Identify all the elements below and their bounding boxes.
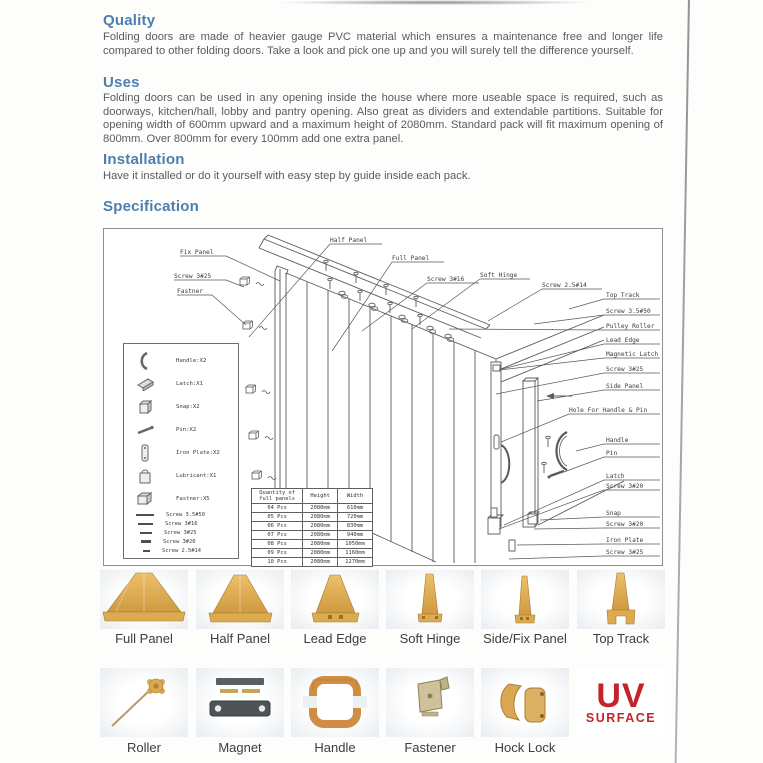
callout-pulley-roller: Pulley Roller: [606, 323, 655, 330]
handle-part-icon: [130, 352, 160, 370]
callout-screw-3-25-bottom: Screw 3#25: [606, 549, 644, 556]
callout-screw-2-5-14: Screw 2.5#14: [542, 282, 587, 289]
screw-line-icon: [136, 514, 154, 516]
part-label-full-panel: Full Panel: [115, 631, 173, 646]
uv-surface-badge: [577, 668, 665, 737]
callout-snap: Snap: [606, 510, 621, 517]
right-wall-drawing: [496, 315, 624, 527]
screw-line-icon: [141, 540, 151, 543]
page-edge-line: [675, 0, 690, 763]
table-row: 09 Pcs 2080mm 1160mm: [252, 549, 373, 558]
callout-lead-edge: Lead Edge: [606, 337, 640, 344]
magnet-icon: [196, 668, 284, 737]
callout-screw-3-20-a: Screw 3#20: [606, 483, 644, 490]
top-track-icon: [577, 570, 665, 629]
table-row: 06 Pcs 2080mm 830mm: [252, 522, 373, 531]
table-row: 05 Pcs 2080mm 720mm: [252, 513, 373, 522]
part-tile-half-panel: [196, 570, 284, 629]
part-tile-full-panel: [100, 570, 188, 629]
parts-list-item: Pin:X2: [130, 418, 234, 441]
parts-list-item: Snap:X2: [130, 395, 234, 418]
uv-badge-text: UV: [596, 676, 646, 715]
part-tile-side-fix-panel: [481, 570, 569, 629]
roller-icon: [100, 668, 188, 737]
panel-size-table: [251, 488, 373, 567]
callout-side-panel: Side Panel: [606, 383, 644, 390]
callout-full-panel: Full Panel: [392, 255, 430, 262]
column-header: Height: [303, 489, 338, 504]
screw-list-item: Screw 3#25: [130, 528, 234, 537]
hock-lock-icon: [481, 668, 569, 737]
handle-icon: [291, 668, 379, 737]
screw-line-icon: [140, 532, 152, 534]
callout-hole-for-handle-pin: Hole For Handle & Pin: [569, 407, 648, 414]
callout-screw-3-5-50: Screw 3.5#50: [606, 308, 651, 315]
callout-pin: Pin: [606, 450, 618, 457]
quality-heading: Quality: [103, 12, 156, 29]
parts-list-item: Latch:X1: [130, 372, 234, 395]
table-row: 07 Pcs 2080mm 940mm: [252, 531, 373, 540]
lubricant-part-icon: [130, 468, 160, 484]
fastner-part-icon: [130, 492, 160, 506]
callout-soft-hinge: Soft Hinge: [480, 272, 518, 279]
lead-edge-icon: [291, 570, 379, 629]
part-label-hock-lock: Hock Lock: [494, 740, 556, 755]
screw-list-item: Screw 2.5#14: [130, 546, 234, 555]
part-label-soft-hinge: Soft Hinge: [399, 631, 461, 646]
part-tile-fastener: [386, 668, 474, 737]
callout-fastner: Fastner: [177, 288, 204, 295]
installation-heading: Installation: [103, 151, 185, 168]
part-label-fastener: Fastener: [404, 740, 456, 755]
installation-text: Have it installed or do it yourself with easy step by guide inside each pack.: [103, 170, 471, 182]
screw-list-item: Screw 3#16: [130, 519, 234, 528]
side-fix-panel-icon: [481, 570, 569, 629]
parts-list-item: Lubricant:X1: [130, 464, 234, 487]
soft-hinge-icon: [386, 570, 474, 629]
screw-list-item: Screw 3.5#50: [130, 510, 234, 519]
top-track-drawing: [259, 235, 490, 338]
full-panel-icon: [100, 570, 188, 629]
column-header: Quantity of full panels: [252, 489, 303, 504]
callout-screw-3-25-right: Screw 3#25: [606, 366, 644, 373]
callout-top-track: Top Track: [606, 292, 640, 299]
part-tile-hock-lock: [481, 668, 569, 737]
parts-list-item: Handle:X2: [130, 349, 234, 372]
parts-list-box: [123, 343, 239, 559]
specification-diagram: [103, 228, 663, 566]
parts-list-item: Iron Plate:X2: [130, 441, 234, 464]
pin-part-icon: [130, 425, 160, 435]
part-label-half-panel: Half Panel: [210, 631, 270, 646]
table-row: 04 Pcs 2080mm 610mm: [252, 504, 373, 513]
uses-text: Folding doors can be used in any opening inside the house where more useable space is required, such as doorways, kitchen/hall, lobby and pantry opening. Also great as dividers and extendable partitions. Suitable for opening width of 600mm upward and a maximum height of 2080mm. Standard pack will fit maximum opening of 800mm. Over 800mm for every 100mm add one extra panel.: [103, 92, 663, 145]
table-header-row: [252, 489, 373, 504]
part-label-side-fix-panel: Side/Fix Panel: [483, 631, 567, 646]
table-row: 10 Pcs 2080mm 1270mm: [252, 558, 373, 567]
snap-part-icon: [130, 400, 160, 414]
half-panel-icon: [196, 570, 284, 629]
part-label-magnet: Magnet: [218, 740, 262, 755]
specification-heading: Specification: [103, 198, 199, 215]
callout-half-panel: Half Panel: [330, 237, 368, 244]
uv-badge-subtext: SURFACE: [585, 710, 657, 725]
callout-fix-panel: Fix Panel: [180, 249, 214, 256]
latch-part-icon: [130, 377, 160, 391]
callout-screw-3-25-left: Screw 3#25: [174, 273, 212, 280]
screw-list-item: Screw 3#20: [130, 537, 234, 546]
callout-magnetic-latch: Magnetic Latch: [606, 351, 659, 358]
fastener-icon: [386, 668, 474, 737]
callout-screw-3-16: Screw 3#16: [427, 276, 465, 283]
column-header: Width: [338, 489, 373, 504]
callout-leader-lines: [174, 244, 660, 559]
part-label-top-track: Top Track: [592, 631, 650, 646]
iron-plate-part-icon: [130, 444, 160, 462]
part-tile-handle: [291, 668, 379, 737]
part-tile-soft-hinge: [386, 570, 474, 629]
screw-line-icon: [138, 523, 153, 525]
screw-line-icon: [143, 550, 150, 552]
part-tile-top-track: [577, 570, 665, 629]
part-label-roller: Roller: [127, 740, 161, 755]
part-label-lead-edge: Lead Edge: [303, 631, 367, 646]
part-label-handle: Handle: [314, 740, 356, 755]
parts-list-item: Fastner:X5: [130, 487, 234, 510]
part-tile-magnet: [196, 668, 284, 737]
callout-latch: Latch: [606, 473, 625, 480]
callout-screw-3-20-b: Screw 3#20: [606, 521, 644, 528]
part-tile-lead-edge: [291, 570, 379, 629]
table-row: 08 Pcs 2080mm 1050mm: [252, 540, 373, 549]
scan-artifact-top-smudge: [280, 0, 590, 5]
uses-heading: Uses: [103, 74, 140, 91]
quality-text: Folding doors are made of heavier gauge PVC material which ensures a maintenance free and longer life compared to other folding doors. Take a look and pick one up and you will surely tell the difference yourself.: [103, 31, 663, 57]
callout-iron-plate: Iron Plate: [606, 537, 644, 544]
callout-handle: Handle: [606, 437, 629, 444]
part-tile-roller: [100, 668, 188, 737]
